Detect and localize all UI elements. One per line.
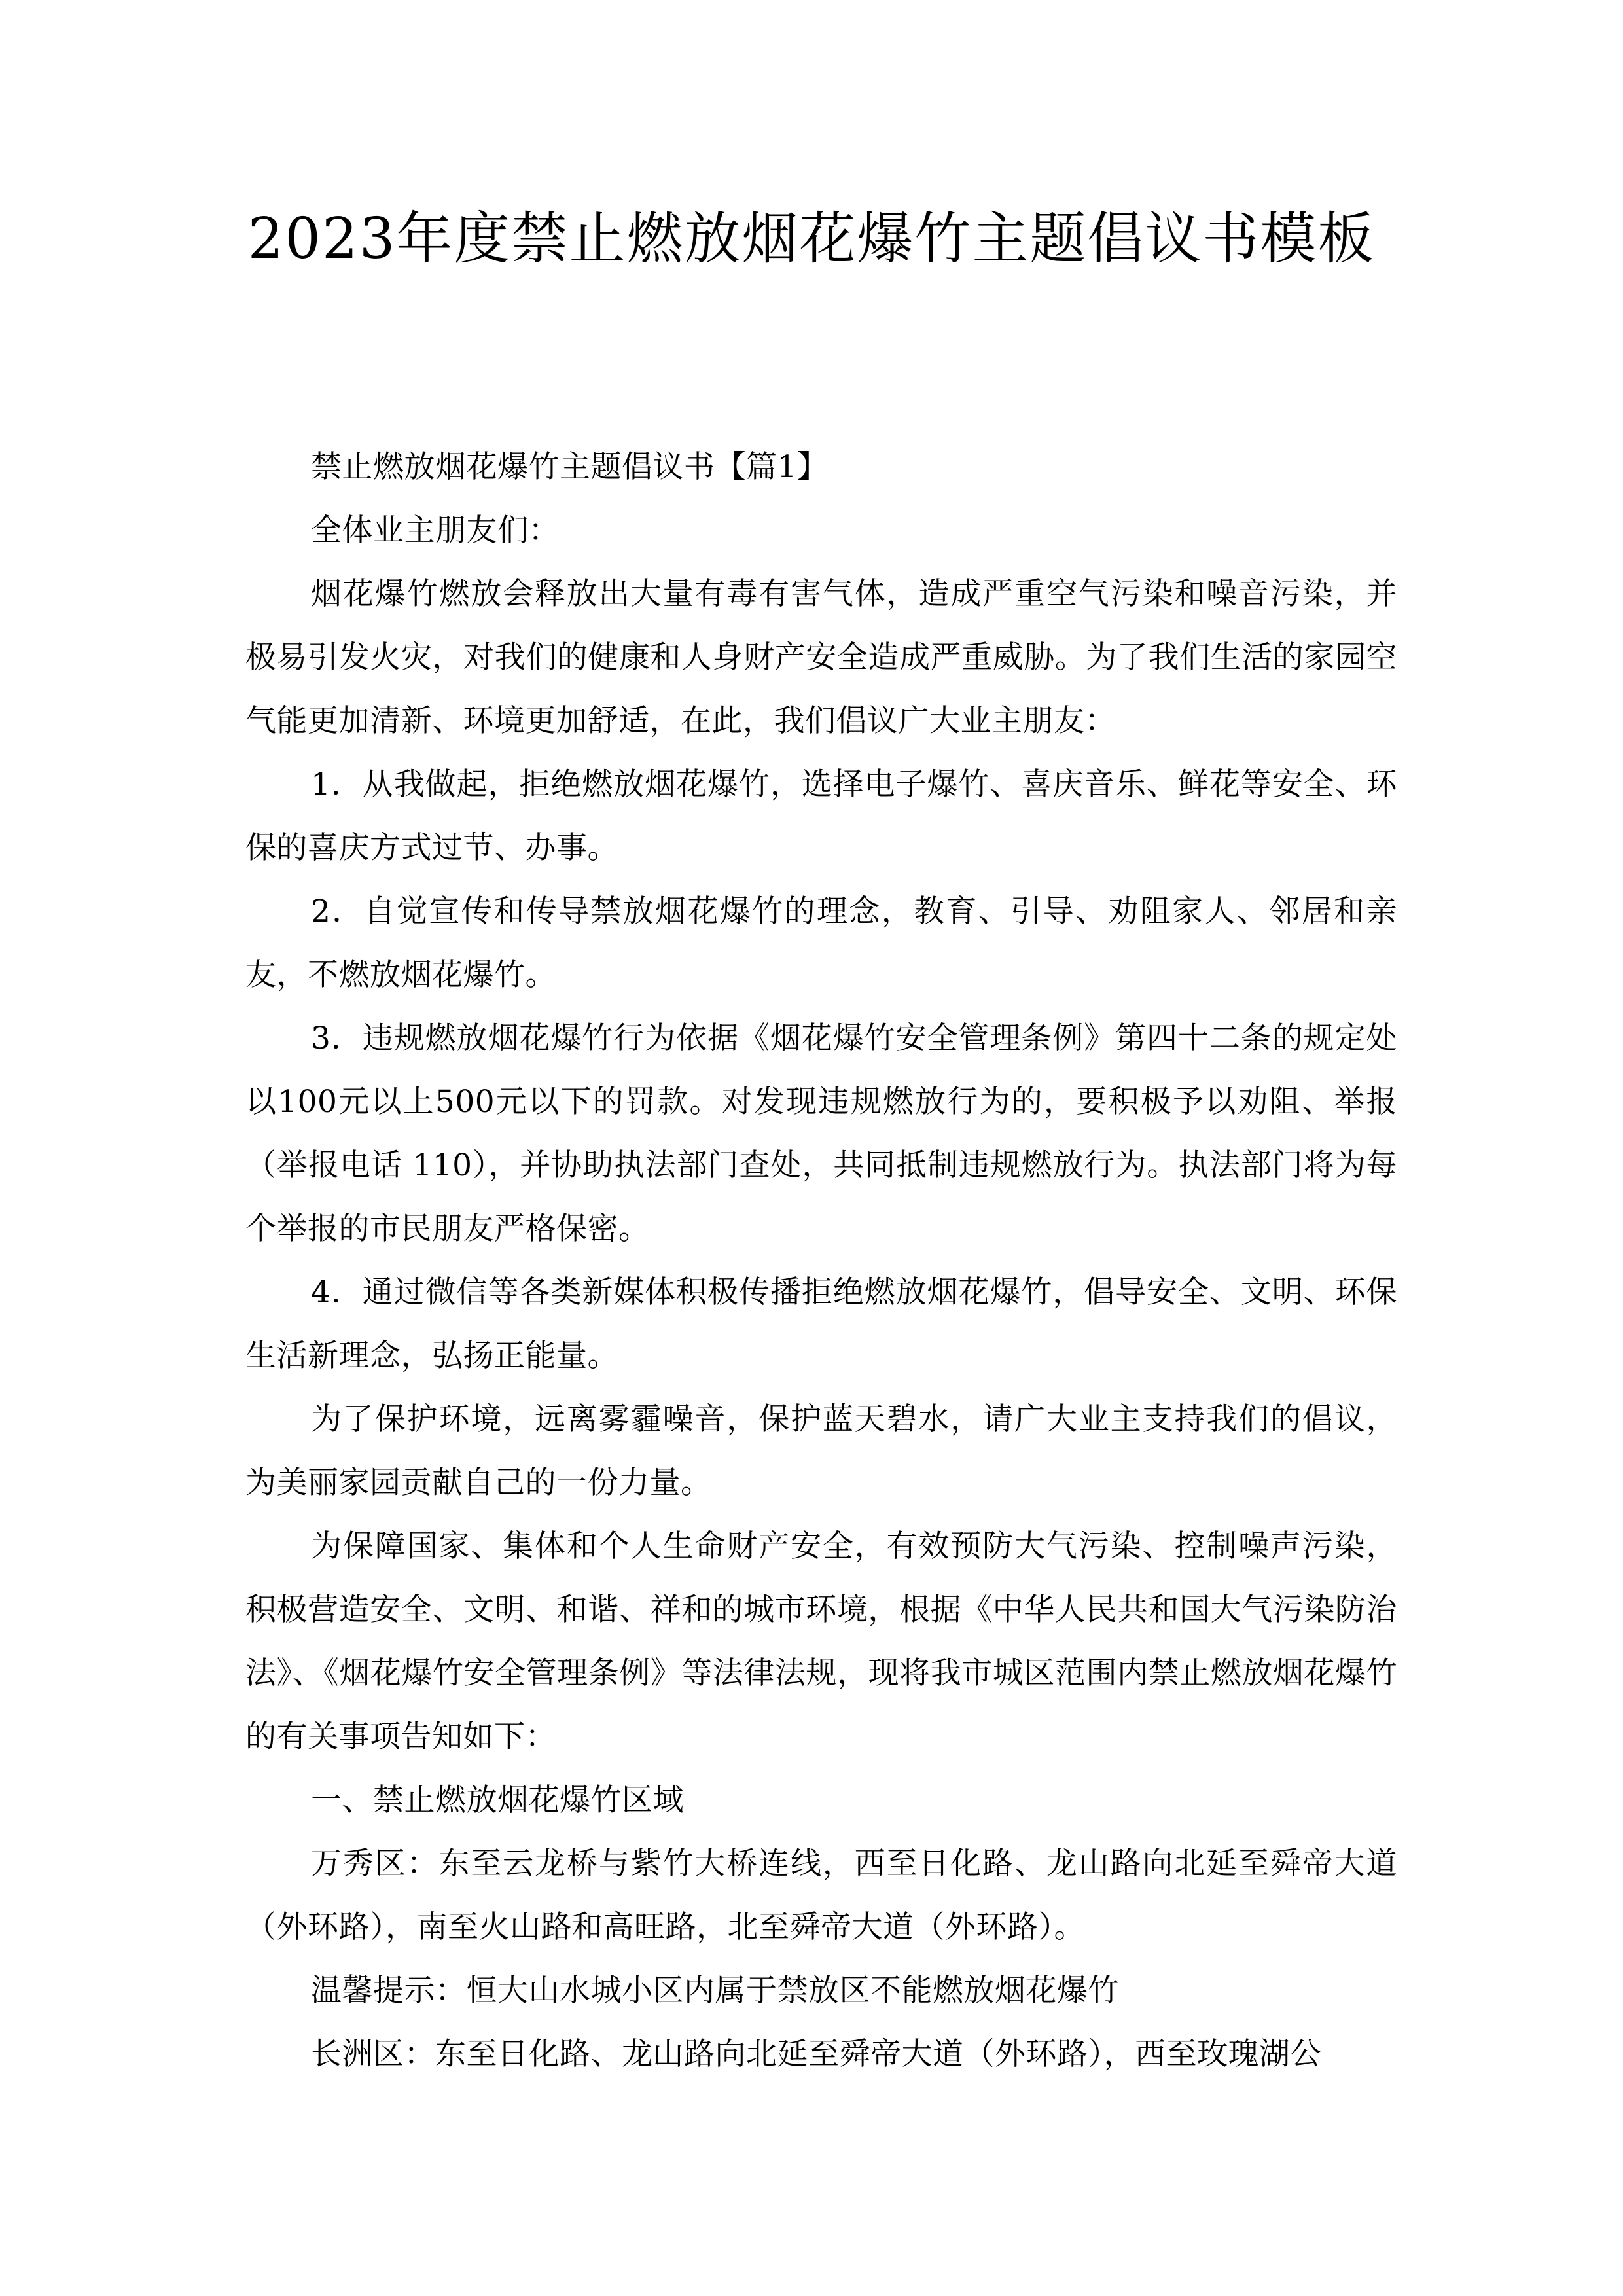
- subsection-heading: 一、禁止燃放烟花爆竹区域: [311, 1782, 684, 1818]
- intro-paragraph: 烟花爆竹燃放会释放出大量有毒有害气体，造成严重空气污染和噪音污染，并极易引发火灾，对我们的健康和人身财产安全造成严重威胁。为了我们生活的家园空气能更加清新、环境更加舒适，在此，我们倡议广大业主朋友：: [245, 576, 1397, 739]
- closing-paragraph: 为了保护环境，远离雾霾噪音，保护蓝天碧水，请广大业主支持我们的倡议，为美丽家园贡献自己的一份力量。: [245, 1401, 1397, 1501]
- district-changzhou: 长洲区：东至日化路、龙山路向北延至舜帝大道（外环路），西至玫瑰湖公: [311, 2036, 1321, 2072]
- proposal-item-3: 3．违规燃放烟花爆竹行为依据《烟花爆竹安全管理条例》第四十二条的规定处以100元以上500元以下的罚款。对发现违规燃放行为的，要积极予以劝阻、举报（举报电话 110），并协助执法部门查处，共同抵制违规燃放行为。执法部门将为每个举报的市民朋友严格保密。: [245, 1020, 1397, 1247]
- proposal-item-1: 1．从我做起，拒绝燃放烟花爆竹，选择电子爆竹、喜庆音乐、鲜花等安全、环保的喜庆方式过节、办事。: [245, 766, 1397, 866]
- document-title: 2023年度禁止燃放烟花爆竹主题倡议书模板: [247, 206, 1376, 272]
- salutation: 全体业主朋友们：: [311, 512, 560, 548]
- district-wanxiu: 万秀区：东至云龙桥与紫竹大桥连线，西至日化路、龙山路向北延至舜帝大道（外环路），南至火山路和高旺路，北至舜帝大道（外环路）。: [245, 1846, 1397, 1945]
- proposal-item-2: 2．自觉宣传和传导禁放烟花爆竹的理念，教育、引导、劝阻家人、邻居和亲友，不燃放烟花爆竹。: [245, 893, 1397, 993]
- warm-tip: 温馨提示：恒大山水城小区内属于禁放区不能燃放烟花爆竹: [311, 1973, 1119, 2009]
- document-body: [245, 435, 1397, 2086]
- notice-paragraph: 为保障国家、集体和个人生命财产安全，有效预防大气污染、控制噪声污染，积极营造安全、文明、和谐、祥和的城市环境，根据《中华人民共和国大气污染防治法》、《烟花爆竹安全管理条例》等法律法规，现将我市城区范围内禁止燃放烟花爆竹的有关事项告知如下：: [245, 1528, 1397, 1755]
- proposal-item-4: 4．通过微信等各类新媒体积极传播拒绝燃放烟花爆竹，倡导安全、文明、环保生活新理念，弘扬正能量。: [245, 1274, 1397, 1374]
- section-heading: 禁止燃放烟花爆竹主题倡议书【篇1】: [311, 449, 829, 485]
